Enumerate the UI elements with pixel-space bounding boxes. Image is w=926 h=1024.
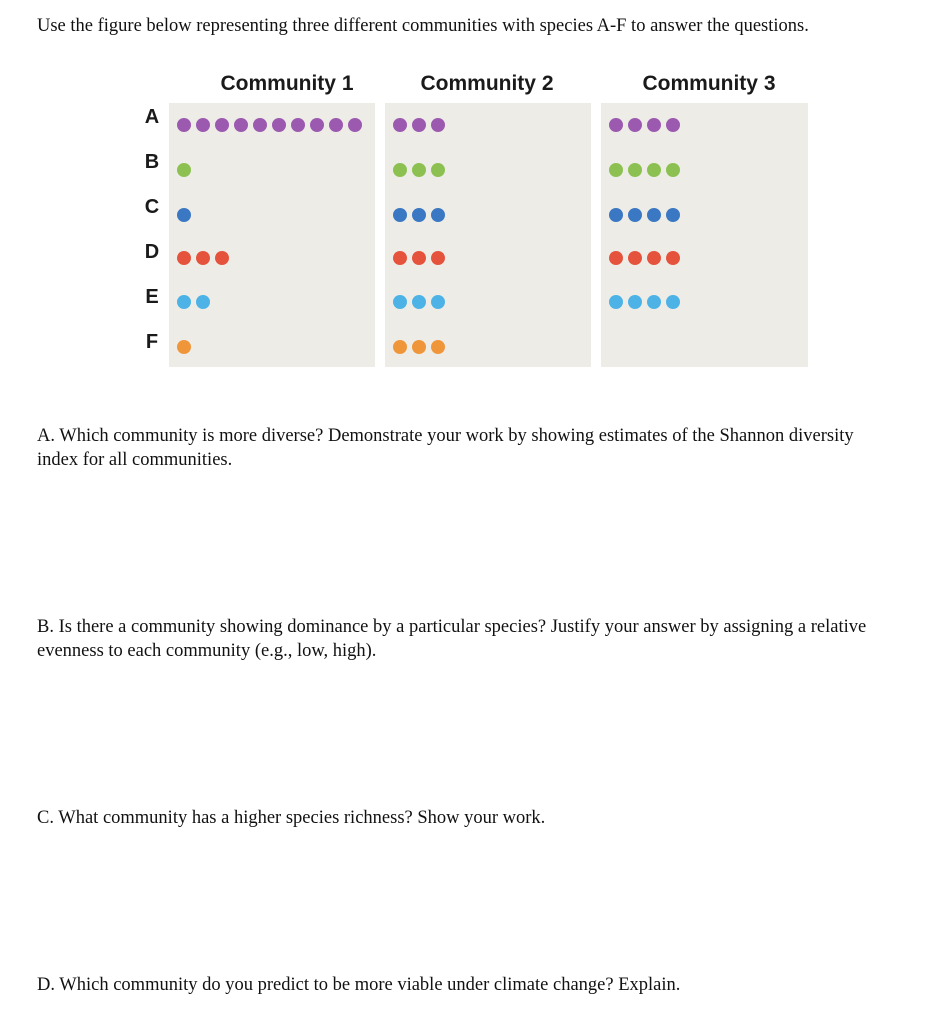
- community-1-title: Community 1: [220, 72, 354, 95]
- community-2-species-d-dot: [412, 251, 426, 265]
- community-2-species-e-dot: [393, 295, 407, 309]
- community-1-species-a-dot: [329, 118, 343, 132]
- community-3-species-c-dot: [647, 208, 661, 222]
- community-2-title: Community 2: [420, 72, 554, 95]
- community-1-species-a-dot: [310, 118, 324, 132]
- community-3-species-e-dot: [609, 295, 623, 309]
- community-2-species-d-dot: [393, 251, 407, 265]
- community-3-species-d-dot: [666, 251, 680, 265]
- community-3-species-d-dot: [628, 251, 642, 265]
- community-figure: [0, 0, 926, 400]
- community-1-species-a-dot: [177, 118, 191, 132]
- community-2-species-e-dot: [412, 295, 426, 309]
- community-2-species-f-dot: [393, 340, 407, 354]
- community-3-species-a-dot: [666, 118, 680, 132]
- community-3-species-d-dot: [647, 251, 661, 265]
- community-3-species-a-dot: [647, 118, 661, 132]
- question-a: A. Which community is more diverse? Demonstrate your work by showing estimates of the Shannon diversity index for all communities.: [37, 426, 854, 470]
- community-3-species-a-dot: [628, 118, 642, 132]
- community-1-panel: [169, 103, 375, 367]
- community-3-species-b-dot: [666, 163, 680, 177]
- community-2-species-e-dot: [431, 295, 445, 309]
- community-1-species-a-dot: [253, 118, 267, 132]
- community-3-panel: [601, 103, 808, 367]
- community-3-species-b-dot: [609, 163, 623, 177]
- community-1-species-e-dot: [196, 295, 210, 309]
- species-label-d: D: [144, 241, 160, 263]
- community-3-species-b-dot: [628, 163, 642, 177]
- community-3-species-b-dot: [647, 163, 661, 177]
- community-3-species-c-dot: [628, 208, 642, 222]
- community-2-species-f-dot: [431, 340, 445, 354]
- community-2-species-c-dot: [393, 208, 407, 222]
- species-label-b: B: [144, 151, 160, 173]
- community-3-species-e-dot: [666, 295, 680, 309]
- community-2-panel: [385, 103, 591, 367]
- community-1-species-a-dot: [272, 118, 286, 132]
- community-1-species-d-dot: [196, 251, 210, 265]
- community-2-species-a-dot: [431, 118, 445, 132]
- species-label-a: A: [144, 106, 160, 128]
- species-label-f: F: [145, 331, 159, 353]
- community-3-species-e-dot: [647, 295, 661, 309]
- community-2-species-a-dot: [393, 118, 407, 132]
- community-1-species-a-dot: [348, 118, 362, 132]
- community-1-species-d-dot: [177, 251, 191, 265]
- intro-text: Use the figure below representing three different communities with species A-F to answer the questions.: [37, 16, 809, 36]
- community-1-species-a-dot: [234, 118, 248, 132]
- community-3-title: Community 3: [642, 72, 776, 95]
- community-2-species-d-dot: [431, 251, 445, 265]
- species-label-e: E: [145, 286, 159, 308]
- community-1-species-d-dot: [215, 251, 229, 265]
- question-c: C. What community has a higher species richness? Show your work.: [37, 808, 546, 828]
- community-2-species-a-dot: [412, 118, 426, 132]
- question-b: B. Is there a community showing dominance by a particular species? Justify your answer by assigning a relative evenness to each community (e.g., low, high).: [37, 617, 867, 661]
- community-1-species-f-dot: [177, 340, 191, 354]
- community-2-species-b-dot: [431, 163, 445, 177]
- community-3-species-c-dot: [609, 208, 623, 222]
- community-1-species-a-dot: [196, 118, 210, 132]
- community-2-species-b-dot: [393, 163, 407, 177]
- community-3-species-d-dot: [609, 251, 623, 265]
- community-1-species-a-dot: [215, 118, 229, 132]
- community-2-species-c-dot: [431, 208, 445, 222]
- community-1-species-c-dot: [177, 208, 191, 222]
- community-3-species-c-dot: [666, 208, 680, 222]
- community-1-species-a-dot: [291, 118, 305, 132]
- community-3-species-a-dot: [609, 118, 623, 132]
- community-2-species-f-dot: [412, 340, 426, 354]
- species-label-c: C: [144, 196, 160, 218]
- community-3-species-e-dot: [628, 295, 642, 309]
- community-1-species-e-dot: [177, 295, 191, 309]
- community-2-species-b-dot: [412, 163, 426, 177]
- community-1-species-b-dot: [177, 163, 191, 177]
- community-2-species-c-dot: [412, 208, 426, 222]
- question-d: D. Which community do you predict to be more viable under climate change? Explain.: [37, 975, 681, 995]
